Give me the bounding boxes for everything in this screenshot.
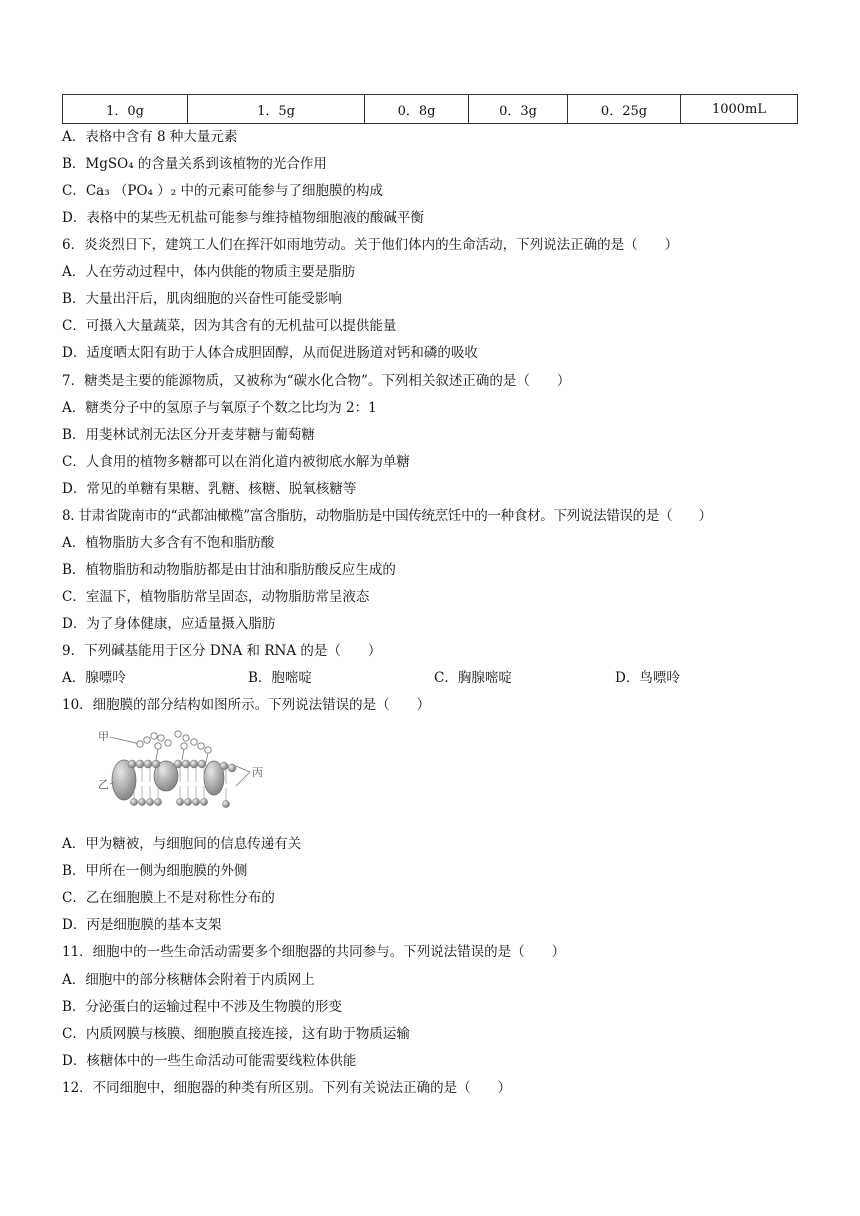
figure-label-bing: 丙: [252, 767, 263, 779]
q6-option-d: D．适度晒太阳有助于人体合成胆固醇，从而促进肠道对钙和磷的吸收: [62, 345, 478, 361]
q12-stem: 12．不同细胞中，细胞器的种类有所区别。下列有关说法正确的是（ ）: [62, 1080, 512, 1096]
table-cell: 1．5g: [188, 95, 365, 124]
q8-option-c: C．室温下，植物脂肪常呈固态，动物脂肪常呈液态: [62, 589, 370, 605]
q8-option-d: D．为了身体健康，应适量摄入脂肪: [62, 616, 276, 632]
q10-option-c: C．乙在细胞膜上不是对称性分布的: [62, 890, 275, 906]
glycocalyx-chain: [137, 731, 211, 753]
q7-option-a: A．糖类分子中的氢原子与氧原子个数之比均为 2：1: [62, 400, 377, 416]
q5-option-d: D．表格中的某些无机盐可能参与维持植物细胞液的酸碱平衡: [62, 210, 424, 226]
q9-stem: 9．下列碱基能用于区分 DNA 和 RNA 的是（ ）: [62, 643, 382, 659]
q9-option-c: C．胸腺嘧啶: [434, 670, 512, 686]
table-cell: 0．8g: [365, 95, 469, 124]
q9-option-d: D．鸟嘌呤: [615, 670, 680, 686]
q11-option-a: A．细胞中的部分核糖体会附着于内质网上: [62, 972, 315, 988]
q10-option-b: B．甲所在一侧为细胞膜的外侧: [62, 863, 248, 879]
q11-option-c: C．内质网膜与核膜、细胞膜直接连接，这有助于物质运输: [62, 1026, 410, 1042]
q5-option-b: B．MgSO₄ 的含量关系到该植物的光合作用: [62, 156, 327, 172]
q6-option-c: C．可摄入大量蔬菜，因为其含有的无机盐可以提供能量: [62, 318, 397, 334]
phospholipid-heads-bottom: [130, 798, 229, 807]
q9-option-b: B．胞嘧啶: [248, 670, 312, 686]
q5-option-a: A．表格中含有 8 种大量元素: [62, 129, 238, 145]
q7-option-d: D．常见的单糖有果糖、乳糖、核糖、脱氧核糖等: [62, 481, 357, 497]
table-cell: 0．3g: [469, 95, 568, 124]
table-cell: 0．25g: [568, 95, 681, 124]
table-cell: 1000mL: [681, 95, 798, 124]
q6-option-b: B．大量出汗后，肌肉细胞的兴奋性可能受影响: [62, 291, 342, 307]
q5-option-c: C．Ca₃ （PO₄ ）₂ 中的元素可能参与了细胞膜的构成: [62, 183, 383, 199]
q7-option-c: C．人食用的植物多糖都可以在消化道内被彻底水解为单糖: [62, 454, 410, 470]
q10-option-d: D．丙是细胞膜的基本支架: [62, 917, 222, 933]
figure-label-yi: 乙: [98, 779, 109, 791]
q10-option-a: A．甲为糖被，与细胞间的信息传递有关: [62, 836, 302, 852]
q6-option-a: A．人在劳动过程中，体内供能的物质主要是脂肪: [62, 264, 356, 280]
q11-option-d: D．核糖体中的一些生命活动可能需要线粒体供能: [62, 1053, 357, 1069]
q10-stem: 10．细胞膜的部分结构如图所示。下列说法错误的是（ ）: [62, 697, 431, 713]
figure-label-jia: 甲: [98, 731, 109, 743]
nutrient-table: [62, 94, 798, 124]
cell-membrane-figure: [96, 726, 266, 820]
q8-option-a: A．植物脂肪大多含有不饱和脂肪酸: [62, 535, 275, 551]
q11-stem: 11．细胞中的一些生命活动需要多个细胞器的共同参与。下列说法错误的是（ ）: [62, 944, 566, 960]
q8-stem: 8. 甘肃省陇南市的“武都油橄榄”富含脂肪，动物脂肪是中国传统烹饪中的一种食材。下列说法错误的是（ ）: [62, 508, 712, 524]
q9-options: [62, 669, 798, 687]
table-row: [63, 95, 798, 124]
q7-stem: 7．糖类是主要的能源物质，又被称为“碳水化合物”。下列相关叙述正确的是（ ）: [62, 373, 571, 389]
q11-option-b: B．分泌蛋白的运输过程中不涉及生物膜的形变: [62, 999, 342, 1015]
q8-option-b: B．植物脂肪和动物脂肪都是由甘油和脂肪酸反应生成的: [62, 562, 396, 578]
q7-option-b: B．用斐林试剂无法区分开麦芽糖与葡萄糖: [62, 427, 315, 443]
q6-stem: 6．炎炎烈日下，建筑工人们在挥汗如雨地劳动。关于他们体内的生命活动，下列说法正确的是（ ）: [62, 237, 679, 253]
q9-option-a: A．腺嘌呤: [62, 670, 126, 686]
table-cell: 1．0g: [63, 95, 188, 124]
